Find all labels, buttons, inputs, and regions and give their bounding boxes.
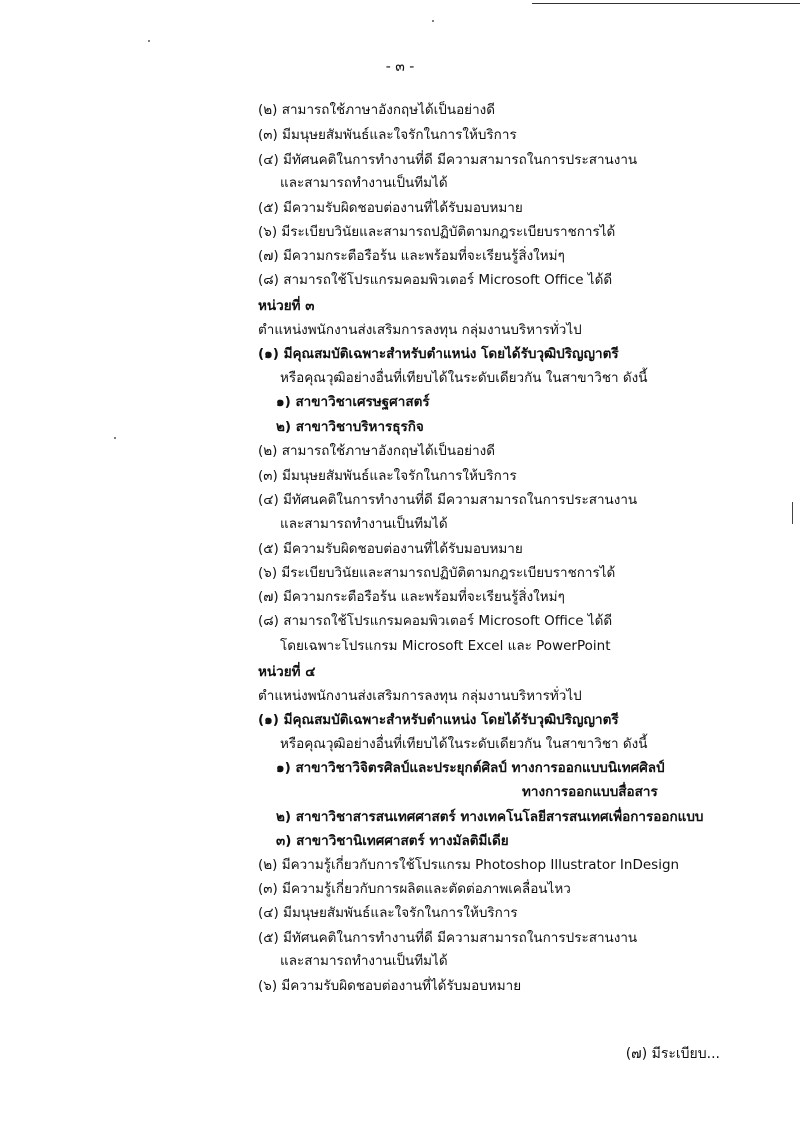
- text-line: ทางการออกแบบสื่อสาร: [522, 784, 658, 800]
- text-line: (๘) สามารถใช้โปรแกรมคอมพิวเตอร์ Microsoft Office ได้ดี: [258, 613, 613, 629]
- text-line: และสามารถทำงานเป็นทีมได้: [280, 516, 448, 532]
- text-line: (๓) มีมนุษยสัมพันธ์และใจรักในการให้บริการ: [258, 468, 517, 484]
- text-line: (๗) มีความกระตือรือร้น และพร้อมที่จะเรียนรู้สิ่งใหม่ๆ: [258, 589, 565, 605]
- text-line: (๕) มีทัศนคติในการทำงานที่ดี มีความสามารถในการประสานงาน: [258, 930, 638, 946]
- scan-speck: [114, 437, 116, 439]
- continuation-note: (๗) มีระเบียบ...: [625, 1046, 720, 1062]
- text-line: (๔) มีมนุษยสัมพันธ์และใจรักในการให้บริการ: [258, 905, 518, 921]
- text-line: (๗) มีความกระตือรือร้น และพร้อมที่จะเรียนรู้สิ่งใหม่ๆ: [258, 248, 565, 264]
- text-line: (๔) มีทัศนคติในการทำงานที่ดี มีความสามารถในการประสานงาน: [258, 152, 638, 168]
- text-line: (๒) มีความรู้เกี่ยวกับการใช้โปรแกรม Photoshop Illustrator InDesign: [258, 857, 680, 873]
- section-heading-unit-3: หน่วยที่ ๓: [258, 298, 315, 314]
- text-line: และสามารถทำงานเป็นทีมได้: [280, 175, 448, 191]
- text-line: ๒) สาขาวิชาบริหารธุรกิจ: [276, 419, 424, 435]
- text-line: (๒) สามารถใช้ภาษาอังกฤษได้เป็นอย่างดี: [258, 443, 496, 459]
- top-rule: [532, 3, 800, 4]
- position-title-unit-3: ตำแหน่งพนักงานส่งเสริมการลงทุน กลุ่มงานบริหารทั่วไป: [258, 322, 582, 338]
- text-line: โดยเฉพาะโปรแกรม Microsoft Excel และ PowerPoint: [280, 638, 611, 654]
- section-heading-unit-4: หน่วยที่ ๔: [258, 664, 316, 680]
- text-line: ๑) สาขาวิชาเศรษฐศาสตร์: [276, 394, 430, 410]
- text-line: (๔) มีทัศนคติในการทำงานที่ดี มีความสามารถในการประสานงาน: [258, 492, 638, 508]
- text-line: (๕) มีความรับผิดชอบต่องานที่ได้รับมอบหมาย: [258, 541, 523, 557]
- text-line: และสามารถทำงานเป็นทีมได้: [280, 953, 448, 969]
- position-title-unit-4: ตำแหน่งพนักงานส่งเสริมการลงทุน กลุ่มงานบริหารทั่วไป: [258, 688, 582, 704]
- text-line: ๑) สาขาวิชาวิจิตรศิลป์และประยุกต์ศิลป์ ทางการออกแบบนิเทศศิลป์: [276, 760, 665, 776]
- text-line: (๘) สามารถใช้โปรแกรมคอมพิวเตอร์ Microsoft Office ได้ดี: [258, 272, 613, 288]
- text-line: (๓) มีความรู้เกี่ยวกับการผลิตและตัดต่อภาพเคลื่อนไหว: [258, 881, 571, 897]
- text-line: (๖) มีความรับผิดชอบต่องานที่ได้รับมอบหมาย: [258, 978, 522, 994]
- scan-speck: [432, 20, 434, 22]
- text-line: หรือคุณวุฒิอย่างอื่นที่เทียบได้ในระดับเดียวกัน ในสาขาวิชา ดังนี้: [280, 736, 648, 752]
- text-line: (๖) มีระเบียบวินัยและสามารถปฏิบัติตามกฎระเบียบราชการได้: [258, 224, 616, 240]
- text-line: หรือคุณวุฒิอย่างอื่นที่เทียบได้ในระดับเดียวกัน ในสาขาวิชา ดังนี้: [280, 370, 648, 386]
- text-line: ๒) สาขาวิชาสารสนเทศศาสตร์ ทางเทคโนโลยีสารสนเทศเพื่อการออกแบบ: [276, 809, 704, 825]
- text-line: (๓) มีมนุษยสัมพันธ์และใจรักในการให้บริการ: [258, 127, 517, 143]
- page-number: - ๓ -: [385, 59, 415, 75]
- text-line: ๓) สาขาวิชานิเทศศาสตร์ ทางมัลติมีเดีย: [276, 833, 509, 849]
- scan-speck: [148, 40, 150, 42]
- text-line: (๕) มีความรับผิดชอบต่องานที่ได้รับมอบหมาย: [258, 200, 523, 216]
- text-line: (๑) มีคุณสมบัติเฉพาะสำหรับตำแหน่ง โดยได้รับวุฒิปริญญาตรี: [258, 346, 619, 362]
- text-line: (๖) มีระเบียบวินัยและสามารถปฏิบัติตามกฎระเบียบราชการได้: [258, 565, 616, 581]
- margin-mark: [792, 502, 793, 524]
- text-line: (๑) มีคุณสมบัติเฉพาะสำหรับตำแหน่ง โดยได้รับวุฒิปริญญาตรี: [258, 712, 619, 728]
- text-line: (๒) สามารถใช้ภาษาอังกฤษได้เป็นอย่างดี: [258, 102, 496, 118]
